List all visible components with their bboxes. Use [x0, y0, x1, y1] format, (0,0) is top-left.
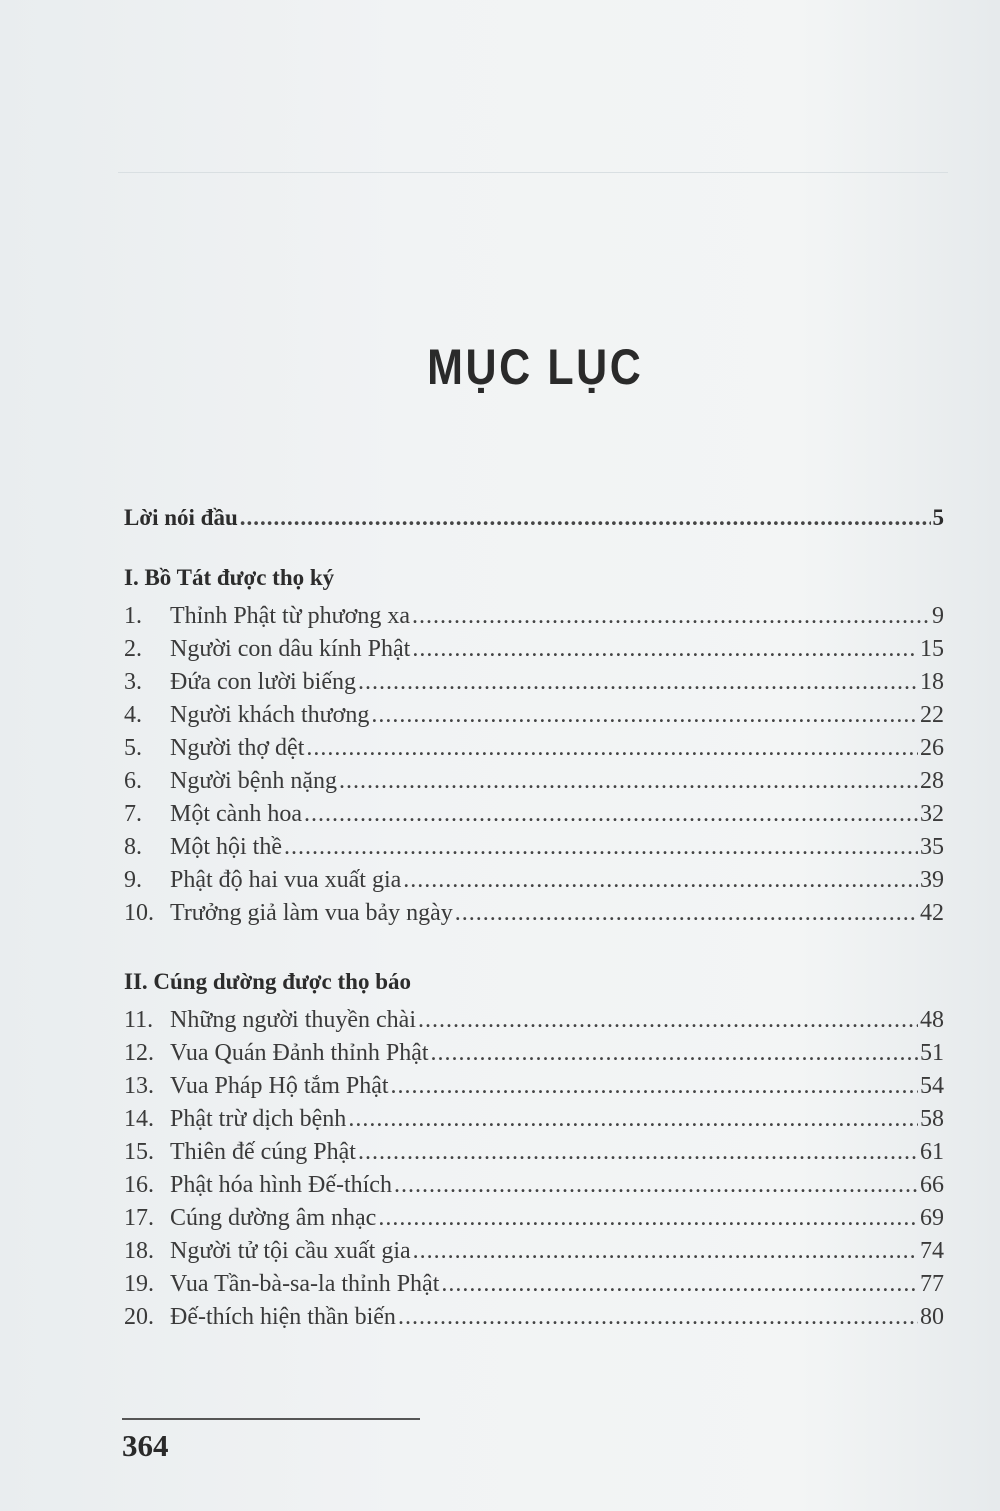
toc-entry-label: Đứa con lười biếng: [170, 669, 356, 695]
dot-leader: [398, 1304, 918, 1331]
toc-entry-number: 2.: [124, 636, 142, 662]
toc-entry-number: 11.: [124, 1007, 154, 1033]
toc-entry-label: Người con dâu kính Phật: [170, 636, 411, 662]
toc-entry-number: 15.: [124, 1139, 154, 1165]
footer-rule: [122, 1418, 420, 1420]
toc-entry-number: 1.: [124, 603, 142, 629]
toc-entry-number: 3.: [124, 669, 142, 695]
dot-leader: [431, 1040, 918, 1067]
bleed-through-rule: [118, 172, 948, 173]
toc-entry-page: 26: [920, 735, 944, 761]
toc-entry-page: 9: [932, 603, 944, 629]
dot-leader: [339, 768, 918, 795]
dot-leader: [284, 834, 918, 861]
toc-entry-label: Người tử tội cầu xuất gia: [170, 1238, 411, 1264]
toc-entry-intro[interactable]: [124, 505, 944, 545]
toc-entry-label: Phật hóa hình Đế-thích: [170, 1172, 392, 1198]
toc-entry-label: Phật độ hai vua xuất gia: [170, 867, 402, 893]
toc-entry-label: Lời nói đầu: [124, 505, 238, 530]
toc-entry-number: 9.: [124, 867, 142, 893]
toc-entry-number: 19.: [124, 1271, 154, 1297]
toc-entry-number: 4.: [124, 702, 142, 728]
toc-entry[interactable]: [124, 1073, 944, 1106]
toc-entry[interactable]: [124, 834, 944, 867]
toc-entry-page: 35: [920, 834, 944, 860]
toc-entry-label: Trưởng giả làm vua bảy ngày: [170, 900, 453, 926]
dot-leader: [378, 1205, 918, 1232]
dot-leader: [441, 1271, 918, 1298]
toc-entry-label: Người bệnh nặng: [170, 768, 338, 794]
toc-entry[interactable]: [124, 603, 944, 636]
toc-entry-label: Người khách thương: [170, 702, 370, 728]
toc-entry-page: 18: [920, 669, 944, 695]
dot-leader: [358, 669, 918, 696]
toc-entry-page: 74: [920, 1238, 944, 1264]
dot-leader: [391, 1073, 918, 1100]
toc-entry[interactable]: [124, 636, 944, 669]
toc-entry-page: 48: [920, 1007, 944, 1033]
dot-leader: [240, 505, 931, 531]
toc-entry-number: 10.: [124, 900, 154, 926]
toc-entry-number: 7.: [124, 801, 142, 827]
dot-leader: [306, 735, 918, 762]
toc-entry-label: Vua Tần-bà-sa-la thỉnh Phật: [170, 1271, 440, 1297]
toc-entry-page: 5: [932, 505, 944, 530]
toc-entry-label: Một hội thề: [170, 834, 282, 860]
table-of-contents: [124, 505, 944, 1337]
dot-leader: [412, 603, 930, 630]
toc-entry[interactable]: [124, 1205, 944, 1238]
toc-entry-number: 17.: [124, 1205, 154, 1231]
toc-entry-label: Thỉnh Phật từ phương xa: [170, 603, 411, 629]
toc-entry-page: 42: [920, 900, 944, 926]
section-1-entries: [124, 603, 944, 933]
toc-entry-number: 20.: [124, 1304, 154, 1330]
toc-entry-page: 15: [920, 636, 944, 662]
toc-entry-page: 54: [920, 1073, 944, 1099]
dot-leader: [304, 801, 918, 828]
toc-entry-page: 51: [920, 1040, 944, 1066]
toc-entry-page: 66: [920, 1172, 944, 1198]
toc-entry-page: 39: [920, 867, 944, 893]
toc-entry-label: Một cành hoa: [170, 801, 302, 827]
page-number: 364: [122, 1428, 169, 1463]
toc-entry[interactable]: [124, 1139, 944, 1172]
toc-entry-number: 18.: [124, 1238, 154, 1264]
dot-leader: [413, 1238, 918, 1265]
toc-entry[interactable]: [124, 1106, 944, 1139]
toc-entry[interactable]: [124, 900, 944, 933]
toc-entry-label: Người thợ dệt: [170, 735, 305, 761]
toc-entry-label: Vua Pháp Hộ tắm Phật: [170, 1073, 389, 1099]
dot-leader: [412, 636, 918, 663]
dot-leader: [371, 702, 918, 729]
toc-entry-number: 5.: [124, 735, 142, 761]
section-heading-1: I. Bồ Tát được thọ ký: [124, 565, 335, 590]
dot-leader: [403, 867, 918, 894]
toc-entry-number: 6.: [124, 768, 142, 794]
toc-entry-page: 61: [920, 1139, 944, 1165]
section-heading-2: II. Cúng dường được thọ báo: [124, 969, 411, 994]
dot-leader: [418, 1007, 918, 1034]
toc-entry[interactable]: [124, 1007, 944, 1040]
toc-entry-page: 77: [920, 1271, 944, 1297]
dot-leader: [358, 1139, 918, 1166]
dot-leader: [394, 1172, 918, 1199]
toc-entry-number: 16.: [124, 1172, 154, 1198]
toc-entry[interactable]: [124, 768, 944, 801]
toc-entry-page: 28: [920, 768, 944, 794]
toc-entry[interactable]: [124, 702, 944, 735]
dot-leader: [455, 900, 918, 927]
toc-entry-page: 22: [920, 702, 944, 728]
toc-entry[interactable]: [124, 1304, 944, 1337]
toc-entry-page: 80: [920, 1304, 944, 1330]
toc-entry-number: 8.: [124, 834, 142, 860]
toc-entry[interactable]: [124, 1238, 944, 1271]
dot-leader: [348, 1106, 918, 1133]
toc-entry[interactable]: [124, 669, 944, 702]
toc-entry[interactable]: [124, 867, 944, 900]
toc-entry-label: Phật trừ dịch bệnh: [170, 1106, 347, 1132]
toc-entry-label: Những người thuyền chài: [170, 1007, 416, 1033]
toc-entry-label: Thiên đế cúng Phật: [170, 1139, 356, 1165]
toc-entry[interactable]: [124, 1172, 944, 1205]
toc-entry-number: 12.: [124, 1040, 154, 1066]
toc-entry[interactable]: [124, 735, 944, 768]
toc-entry[interactable]: [124, 801, 944, 834]
toc-entry-number: 14.: [124, 1106, 154, 1132]
toc-entry[interactable]: [124, 1040, 944, 1073]
toc-entry-label: Vua Quán Đảnh thỉnh Phật: [170, 1040, 429, 1066]
toc-entry-label: Đế-thích hiện thần biến: [170, 1304, 396, 1330]
toc-entry-page: 32: [920, 801, 944, 827]
page-title: MỤC LỤC: [427, 339, 644, 395]
section-2-entries: [124, 1007, 944, 1337]
toc-entry-number: 13.: [124, 1073, 154, 1099]
toc-entry-label: Cúng dường âm nhạc: [170, 1205, 377, 1231]
toc-entry-page: 69: [920, 1205, 944, 1231]
toc-entry[interactable]: [124, 1271, 944, 1304]
toc-entry-page: 58: [920, 1106, 944, 1132]
